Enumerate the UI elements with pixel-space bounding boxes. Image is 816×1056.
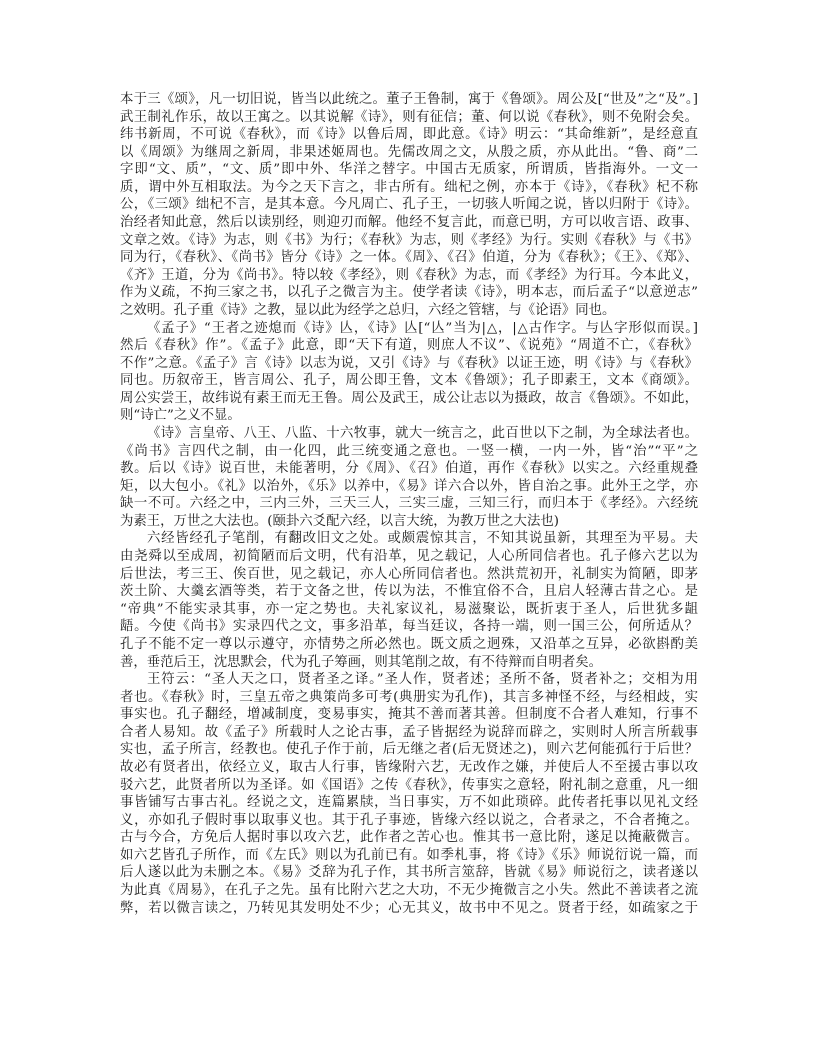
paragraph: [120, 91, 698, 320]
text-line: 公，《三颂》绌杞不言，是其本意。今凡周亡、孔子王，一切骇人听闻之说，皆以归附于《诗》。: [120, 197, 698, 213]
text-line: 后世法，考三王、俟百世，见之载记，亦人心所同信者也。然洪荒初开，礼制实为简陋，即茅: [120, 566, 698, 582]
text-line: 六经皆经孔子笔削，有翻改旧文之处。或颇震惊其言，不知其说虽新，其理至为平易。夫: [147, 531, 698, 547]
text-line: “帝典”不能实录其事，亦一定之势也。夫礼家议礼，易滋聚讼，既折衷于圣人，后世犹多龃: [120, 601, 698, 617]
text-line: 同为行，《春秋》、《尚书》皆分《诗》之一体。《周》、《召》伯道，分为《春秋》；《王》、《郑》、: [120, 250, 698, 266]
text-line: 弊，若以微言读之，乃转见其发明处不少；心无其义，故书中不见之。贤者于经，如疏家之于: [120, 900, 698, 916]
text-line: 同也。历叙帝王，皆言周公、孔子，周公即王鲁，文本《鲁颂》；孔子即素王，文本《商颂》。: [120, 373, 698, 389]
text-line: 武王制礼作乐，故以王寓之。以其说解《诗》，则有征信；董、何以说《春秋》，则不免附会矣。: [120, 109, 698, 125]
paragraph: [120, 425, 698, 530]
text-line: 不作”之意。《孟子》言《诗》以志为说，又引《诗》与《春秋》以证王迹，明《诗》与《春秋》: [120, 355, 698, 371]
text-line: 《齐》王道，分为《尚书》。特以较《孝经》，则《春秋》为志，而《孝经》为行耳。今本此义，: [120, 267, 698, 283]
text-line: 本于三《颂》，凡一切旧说，皆当以此统之。董子王鲁制，寓于《鲁颂》。周公及[“世及”之“及”。]: [120, 92, 698, 107]
text-line: 《诗》言皇帝、八王、八监、十六牧事，就大一统言之，此百世以下之制，为全球法者也。: [147, 425, 698, 441]
text-line: 茨土阶、大羹玄酒等类，若于文备之世，传以为法，不惟宜俗不合，且启人轻薄古昔之心。是: [120, 584, 698, 600]
text-line: 为素王，万世之大法也。(颐卦六爻配六经，以言大统，为教万世之大法也): [120, 513, 559, 529]
text-line: 事皆铺写古事古礼。经说之文，连篇累牍，当日事实，万不如此琐碎。此传者托事以见礼文经: [120, 795, 698, 811]
text-line: 为此真《周易》，在孔子之先。虽有比附六艺之大功，不无少掩微言之小失。然此不善读者之流: [120, 883, 698, 899]
text-line: 质，谓中外互相取法。为今之天下言之，非古所有。绌杞之例，亦本于《诗》，《春秋》杞不称: [120, 179, 698, 195]
text-line: 之效明。孔子重《诗》之教，显以此为经学之总归，六经之管辖，与《论语》同也。: [120, 302, 616, 318]
text-line: 事实也。孔子翻经，增减制度，变易事实，掩其不善而著其善。但制度不合者人难知，行事不: [120, 707, 698, 723]
document-page: [120, 91, 698, 917]
text-line: 王符云：“圣人天之口，贤者圣之译。”圣人作，贤者述；圣所不备，贤者补之；交相为用: [147, 672, 698, 688]
text-line: 缺一不可。六经之中，三内三外，三天三人，三实三虚，三知三行，而归本于《孝经》。六经统: [120, 496, 698, 512]
text-line: 故必有贤者出，依经立义，取古人行事，皆缘附六艺，无改作之嫌，并使后人不至援古事以攻: [120, 759, 698, 775]
text-line: 义，亦如孔子假时事以取事义也。其于孔子事迹，皆缘六经以说之，合者录之，不合者掩之。: [120, 812, 698, 828]
text-line: 则“诗亡”之义不显。: [120, 408, 241, 424]
text-line: 《孟子》“王者之迹熄而《诗》亾，《诗》亾[“亾”当为|△，|△古作字。与亾字形似而误。]: [147, 320, 698, 336]
text-line: 以《周颂》为继周之新周，非果述姬周也。先儒改周之文，从殷之质，亦从此出。“鲁、商”二: [120, 144, 698, 160]
text-line: 文章之效。《诗》为志，则《书》为行；《春秋》为志，则《孝经》为行。实则《春秋》与《书》: [120, 232, 698, 248]
text-line: 纬书新周，不可说《春秋》，而《诗》以鲁后周，即此意。《诗》明云：“其命维新”，是经意直: [120, 127, 698, 143]
text-line: 《尚书》言四代之制，由一化四，此三统变通之意也。一竖一横，一内一外，皆“治”“平”之: [120, 443, 698, 459]
paragraph: [120, 671, 698, 917]
text-line: 作为义疏，不拘三家之书，以孔子之微言为主。使学者读《诗》，明本志，而后孟子“以意逆志”: [120, 285, 698, 301]
text-line: 合者人易知。故《孟子》所载时人之论古事，孟子皆据经为说辞而辟之，实则时人所言所载事: [120, 724, 698, 740]
text-line: 治经者知此意，然后以读别经，则迎刃而解。他经不复言此，而意已明，方可以收言语、政事、: [120, 215, 698, 231]
text-line: 由尧舜以至成周，初简陋而后文明，代有沿革，见之载记，人心所同信者也。孔子修六艺以为: [120, 549, 698, 565]
text-line: 者也。《春秋》时，三皇五帝之典策尚多可考(典册实为孔作)，其言多神怪不经，与经相歧，实: [120, 689, 698, 705]
text-line: 如六艺皆孔子所作，而《左氏》则以为孔前已有。如季札事，将《诗》《乐》师说衍说一篇，而: [120, 847, 698, 863]
text-line: 教。后以《诗》说百世，未能著明，分《周》、《召》伯道，再作《春秋》以实之。六经重规叠: [120, 461, 698, 477]
paragraph: [120, 530, 698, 671]
text-line: 实也，孟子所言，经教也。使孔子作于前，后无继之者(后无贤述之)，则六艺何能孤行于后世？: [120, 742, 698, 758]
text-line: 矩，以大包小。《礼》以治外，《乐》以养中，《易》详六合以外，皆自治之事。此外王之学，亦: [120, 478, 698, 494]
text-line: 字即“文、质”，“文、质”即中外、华洋之替字。中国古无质家，所谓质，皆指海外。一文一: [120, 162, 698, 178]
text-line: 古与今合，方免后人据时事以攻六艺，此作者之苦心也。惟其书一意比附，遂足以掩蔽微言。: [120, 830, 698, 846]
text-line: 善，垂范后王，沈思默会，代为孔子筹画，则其笔削之故，有不待辩而自明者矣。: [120, 654, 603, 670]
text-line: 然后《春秋》作”。《孟子》此意，即“天下有道，则庶人不议”、《说苑》“周道不亡，《春秋》: [120, 338, 698, 354]
text-line: 孔子不能不定一尊以示遵守，亦情势之所必然也。既文质之迥殊，又沿革之互异，必欲斟酌美: [120, 636, 698, 652]
paragraph: [120, 320, 698, 425]
text-line: 驳六艺，此贤者所以为圣译。如《国语》之传《春秋》，传事实之意轻，附礼制之意重，凡一细: [120, 777, 698, 793]
text-line: 龉。今使《尚书》实录四代之文，事多沿革，每当廷议，各持一端，则一国三公，何所适从？: [120, 619, 698, 635]
text-line: 周公实尝王，故纬说有素王而无王鲁。周公及武王，成公让志以为摄政，故言《鲁颂》。不如此，: [120, 390, 698, 406]
text-line: 后人遂以此为未删之本。《易》爻辞为孔子作，其书所言筮辞，皆就《易》师说衍之，读者遂以: [120, 865, 698, 881]
